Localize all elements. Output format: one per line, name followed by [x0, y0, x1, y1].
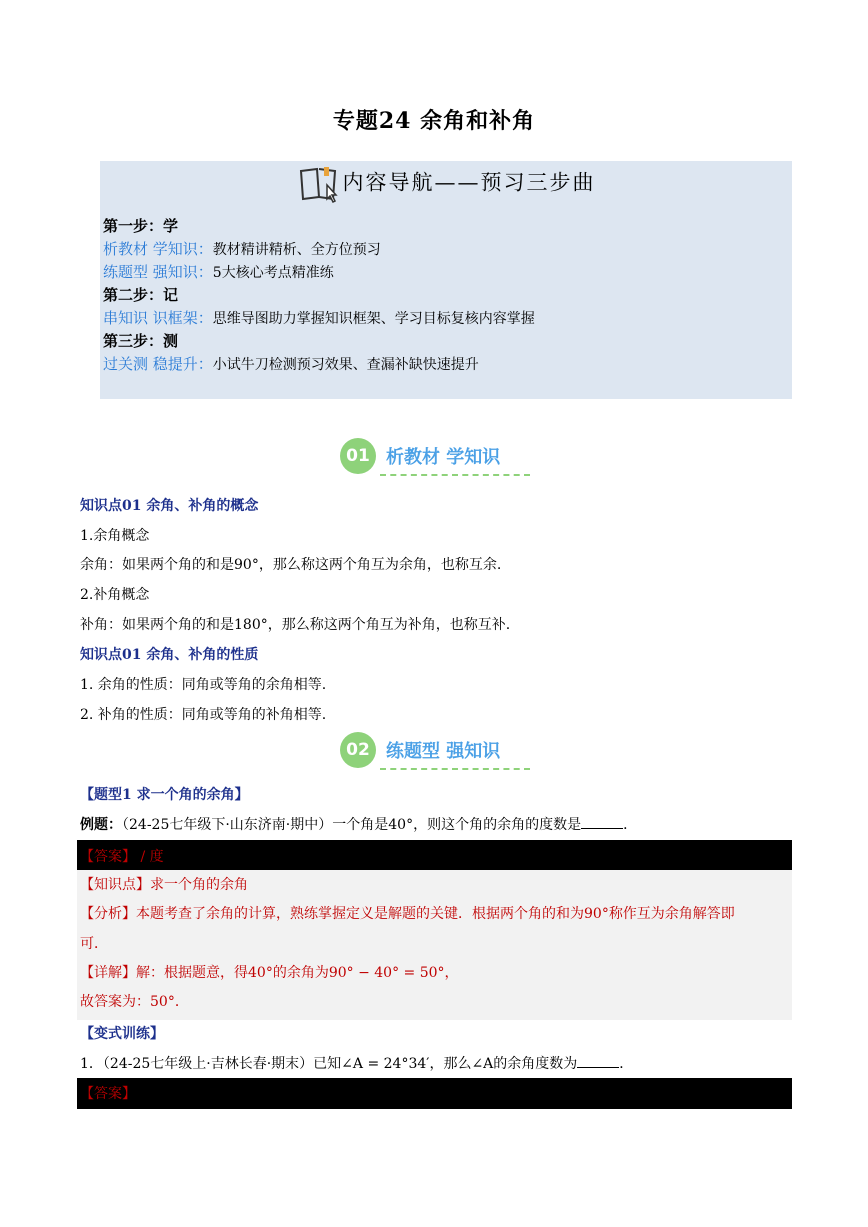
step2: 第二步：记 [103, 286, 179, 304]
section-number-badge: 01 [340, 438, 376, 474]
step1-a-label: 析教材 学知识： [103, 240, 213, 258]
analysis-tag: 【分析】 [80, 906, 136, 922]
section-header-1 [340, 438, 540, 474]
book-pointer-icon [297, 165, 343, 203]
example-text: （24-25七年级下·山东济南·期中）一个角是40°，则这个角的余角的度数是 [122, 817, 582, 833]
knowledge-point-text: 求一个角的余角 [150, 877, 248, 893]
section-header-2 [340, 732, 540, 768]
section-underline [380, 474, 530, 476]
knowledge-point-tag: 【知识点】 [80, 877, 150, 893]
step3: 第三步：测 [103, 332, 179, 350]
detail-text: 解：根据题意，得40°的余角为90° − 40° = 50°， [136, 965, 459, 981]
variant-question-1: 1．（24-25七年级上·吉林长春·期末）已知∠A = 24°34′，那么∠A的余角度数为 ． [80, 1053, 633, 1073]
answer-blank [581, 814, 623, 829]
example-label: 例题： [80, 817, 122, 833]
answer-text: / 度 [136, 849, 164, 865]
variant-question-1-text: 1．（24-25七年级上·吉林长春·期末）已知∠A = 24°34′，那么∠A的余角度数为 [80, 1056, 578, 1072]
nav-heading-text: 内容导航——预习三步曲 [342, 170, 596, 195]
analysis-text: 本题考查了余角的计算，熟练掌握定义是解题的关键．根据两个角的和为90°称作互为余角解答即 [136, 906, 735, 922]
page-title: 专题24 余角和补角 [332, 108, 536, 134]
nav-heading [100, 165, 792, 203]
knowledge-point-1-title: 知识点01 余角、补角的概念 [80, 498, 259, 514]
solution-detail [80, 962, 459, 982]
section-label: 析教材 学知识 [386, 447, 501, 468]
property-2: 2. 补角的性质：同角或等角的补角相等. [80, 707, 327, 723]
step1-b-label: 练题型 强知识： [103, 263, 213, 281]
property-1: 1. 余角的性质：同角或等角的余角相等. [80, 677, 327, 693]
answer-blank [577, 1053, 619, 1068]
section-label: 练题型 强知识 [386, 741, 501, 762]
section-underline [380, 768, 530, 770]
concept-2-heading: 2.补角概念 [80, 587, 150, 603]
section-number-badge: 02 [340, 732, 376, 768]
solution-knowledge-point [80, 874, 248, 894]
answer-label: 【答案】 [80, 1086, 136, 1102]
step3-a-text: 小试牛刀检测预习效果、查漏补缺快速提升 [212, 357, 479, 373]
concept-1-text: 余角：如果两个角的和是90°，那么称这两个角互为余角，也称互余. [80, 557, 502, 573]
step2-a-label: 串知识 识框架： [103, 309, 213, 327]
answer-bar-2 [77, 1078, 792, 1109]
answer-label: 【答案】 [80, 849, 136, 865]
content-navigation-box [100, 161, 792, 399]
solution-analysis [80, 903, 735, 923]
step1-b-text: 5大核心考点精准练 [212, 265, 334, 281]
knowledge-point-2-title: 知识点01 余角、补角的性质 [80, 647, 259, 663]
detail-tag: 【详解】 [80, 965, 136, 981]
analysis-text-continued: 可． [80, 936, 108, 952]
step3-a-label: 过关测 稳提升： [103, 355, 213, 373]
answer-bar [77, 840, 792, 870]
variant-training-title: 【变式训练】 [80, 1026, 164, 1042]
concept-1-heading: 1.余角概念 [80, 528, 150, 544]
solution-conclusion: 故答案为：50°． [80, 994, 189, 1010]
example-question: 例题：（24-25七年级下·山东济南·期中）一个角是40°，则这个角的余角的度数是 ． [80, 814, 637, 834]
step1: 第一步：学 [103, 217, 179, 235]
step2-a-text: 思维导图助力掌握知识框架、学习目标复核内容掌握 [212, 311, 535, 327]
question-type-1-title: 【题型1 求一个角的余角】 [80, 787, 249, 803]
concept-2-text: 补角：如果两个角的和是180°，那么称这两个角互为补角，也称互补. [80, 617, 511, 633]
step1-a-text: 教材精讲精析、全方位预习 [212, 242, 381, 258]
